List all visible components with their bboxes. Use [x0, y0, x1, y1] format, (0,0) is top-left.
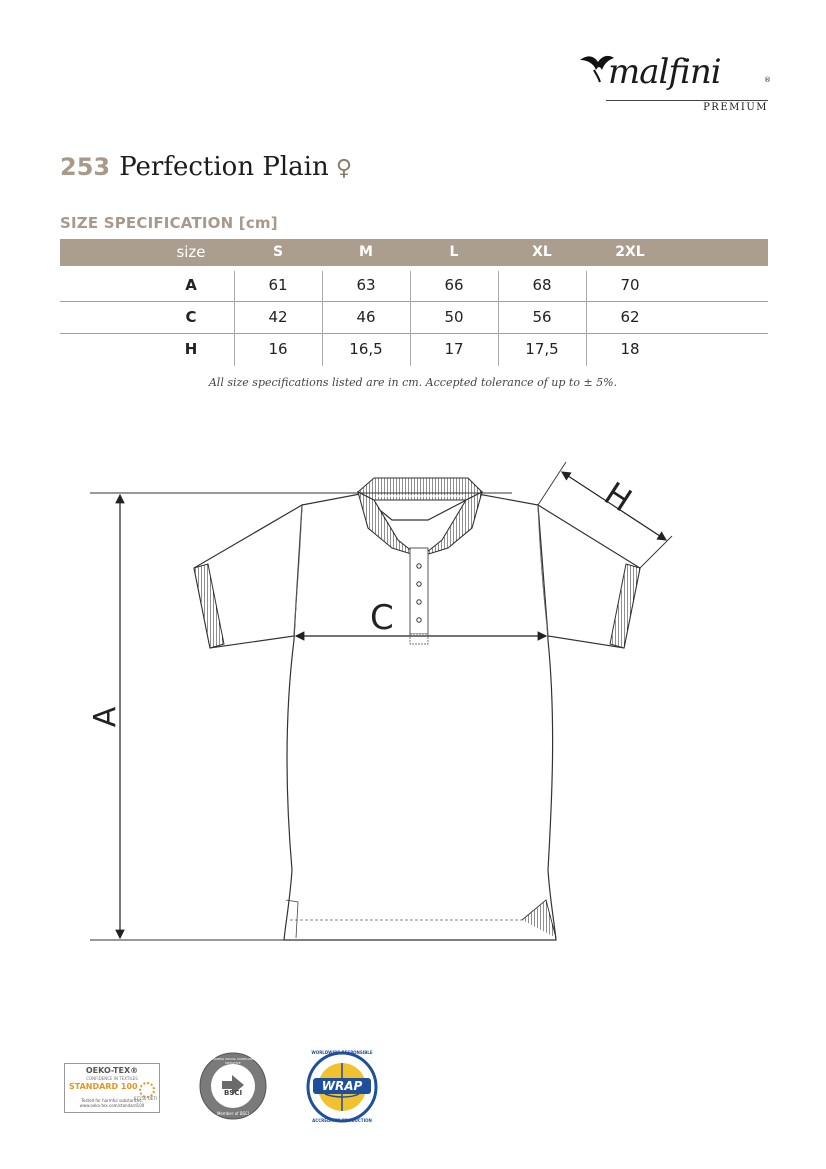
- product-title: [60, 152, 352, 192]
- table-row: [60, 270, 768, 302]
- oeko-tested-line2: www.oeko-tex.com/standard100: [79, 1103, 145, 1108]
- header-size-label: size: [176, 243, 206, 261]
- header-size-2xl: 2XL: [615, 244, 645, 260]
- column-divider: [498, 271, 499, 366]
- oeko-subtitle: CONFIDENCE IN TEXTILES: [86, 1076, 138, 1081]
- row-label: C: [185, 308, 197, 326]
- table-row: [60, 302, 768, 334]
- row-label: A: [185, 276, 197, 294]
- tolerance-note: All size specifications listed are in cm. Accepted tolerance of up to ± 5%.: [208, 376, 618, 389]
- oeko-number: 67150 OETI: [133, 1096, 157, 1101]
- row-label: H: [184, 340, 198, 358]
- table-cell: 16: [268, 340, 288, 358]
- header-size-m: M: [359, 244, 373, 260]
- brand-logo: [578, 50, 778, 120]
- column-divider: [410, 271, 411, 366]
- brand-line: PREMIUM: [703, 102, 768, 113]
- polo-shirt-diagram: [0, 440, 826, 960]
- table-cell: 68: [532, 276, 552, 294]
- table-cell: 18: [620, 340, 640, 358]
- placket: [410, 548, 428, 644]
- table-cell: 17,5: [525, 340, 559, 358]
- product-code: 253: [60, 153, 111, 181]
- label-a: A: [88, 706, 123, 728]
- table-header-row: [60, 239, 768, 266]
- table-cell: 62: [620, 308, 640, 326]
- header-size-s: S: [272, 244, 284, 260]
- column-divider: [234, 271, 235, 366]
- logo-divider: [606, 100, 768, 101]
- bsci-label: BSCI: [223, 1089, 243, 1097]
- wrap-label: WRAP: [321, 1079, 363, 1093]
- oeko-title: OEKO-TEX®: [85, 1066, 139, 1075]
- header-size-l: L: [449, 244, 459, 260]
- wrap-badge: [305, 1048, 379, 1126]
- column-divider: [322, 271, 323, 366]
- table-cell: 17: [444, 340, 464, 358]
- registered-mark: ®: [764, 76, 771, 84]
- bsci-ring-text: BUSINESS SOCIAL COMPLIANCE INITIATIVE: [209, 1057, 257, 1065]
- table-cell: 50: [444, 308, 464, 326]
- size-spec-heading: SIZE SPECIFICATION [cm]: [60, 214, 278, 232]
- size-table: [60, 239, 768, 365]
- column-divider: [586, 271, 587, 366]
- table-cell: 66: [444, 276, 464, 294]
- table-cell: 42: [268, 308, 288, 326]
- wrap-ring-top: WORLDWIDE RESPONSIBLE: [311, 1050, 373, 1055]
- wrap-ring-bottom: ACCREDITED PRODUCTION: [312, 1118, 372, 1123]
- oeko-tex-badge: [64, 1063, 160, 1113]
- bsci-badge: [198, 1051, 268, 1121]
- table-row: [60, 334, 768, 365]
- label-h: H: [597, 474, 639, 520]
- label-c: C: [370, 598, 394, 638]
- table-cell: 63: [356, 276, 376, 294]
- oeko-standard: STANDARD 100: [69, 1082, 138, 1091]
- brand-wordmark: malfini: [608, 52, 721, 92]
- table-cell: 70: [620, 276, 640, 294]
- oeko-tested-line1: Tested for harmful substances.: [81, 1098, 143, 1103]
- table-cell: 56: [532, 308, 552, 326]
- table-cell: 46: [356, 308, 376, 326]
- table-cell: 61: [268, 276, 288, 294]
- bsci-member-text: Member of BSCI: [216, 1111, 250, 1116]
- product-name: Perfection Plain: [119, 152, 329, 182]
- oeko-tested: [65, 1098, 159, 1108]
- female-symbol-icon: ♀: [335, 156, 352, 181]
- header-size-xl: XL: [532, 244, 552, 260]
- table-cell: 16,5: [349, 340, 383, 358]
